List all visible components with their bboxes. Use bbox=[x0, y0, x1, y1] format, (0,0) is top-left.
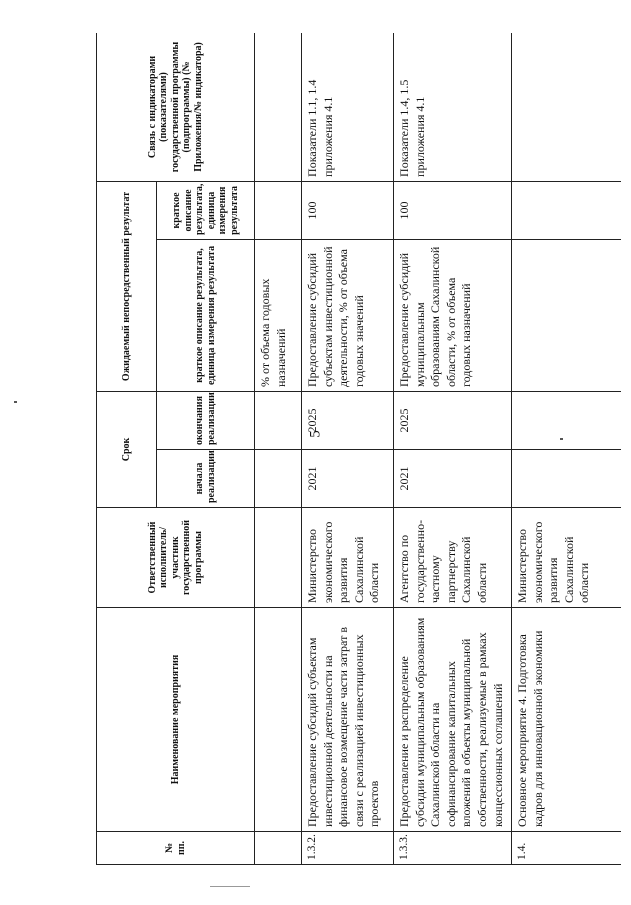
header-expected-desc: краткое описание результата, единица измерения результата bbox=[157, 239, 255, 391]
header-link: Связь с индикаторами (показателями) государственной программы (подпрограммы) (№ Приложения/№ индикатора) bbox=[97, 33, 255, 181]
cell-expected-value: 100 bbox=[302, 181, 394, 239]
cell-expected-desc: Предоставление субсидий субъектам инвестиционной деятельности, % от объема годовых значений bbox=[302, 239, 394, 391]
header-term: Срок bbox=[97, 391, 157, 507]
page-number: 5 bbox=[307, 430, 324, 438]
scan-speck bbox=[14, 401, 17, 403]
cell-start bbox=[512, 450, 622, 508]
header-term-start: начала реализации bbox=[157, 450, 255, 508]
table-row-continuation bbox=[255, 33, 302, 865]
cell-expected-desc: Предоставление субсидий муниципальным образованиям Сахалинской области, % от объема годовых назначений bbox=[394, 239, 512, 391]
header-expected: Ожидаемый непосредственный результат bbox=[97, 181, 157, 391]
cell-end: 2025 bbox=[302, 391, 394, 449]
cell-empty bbox=[255, 181, 302, 239]
cell-link: Показатели 1.4, 1.5 приложения 4.1 bbox=[394, 33, 512, 181]
scan-speck bbox=[560, 438, 563, 440]
table-row bbox=[394, 33, 512, 865]
cell-name: Основное мероприятие 4. Подготовка кадров для инновационной экономики bbox=[512, 608, 622, 832]
header-term-end: окончания реализации bbox=[157, 391, 255, 449]
cell-start: 2021 bbox=[394, 450, 512, 508]
rotated-table-wrapper bbox=[96, 33, 621, 865]
cell-empty bbox=[255, 832, 302, 865]
cell-name: Предоставление субсидий субъектам инвестиционной деятельности на финансовое возмещение части затрат в связи с реализацией инвестиционных проектов bbox=[302, 608, 394, 832]
cell-empty bbox=[255, 450, 302, 508]
cell-end bbox=[512, 391, 622, 449]
cell-expected-desc: % от объема годовых назначений bbox=[255, 239, 302, 391]
cell-responsible: Министерство экономического развития Сахалинской области bbox=[512, 508, 622, 608]
cell-empty bbox=[255, 608, 302, 832]
cell-empty bbox=[255, 391, 302, 449]
table-row bbox=[512, 33, 622, 865]
cell-end: 2025 bbox=[394, 391, 512, 449]
cell-num: 1.4. bbox=[512, 832, 622, 865]
header-row-1 bbox=[97, 33, 157, 865]
header-name: Наименование мероприятия bbox=[97, 608, 255, 832]
table-row bbox=[302, 33, 394, 865]
cell-expected-desc bbox=[512, 239, 622, 391]
scan-artifact-line bbox=[210, 886, 250, 887]
cell-expected-value: 100 bbox=[394, 181, 512, 239]
cell-responsible: Министерство экономического развития Сахалинской области bbox=[302, 508, 394, 608]
cell-expected-value bbox=[512, 181, 622, 239]
cell-empty bbox=[255, 33, 302, 181]
cell-num: 1.3.2. bbox=[302, 832, 394, 865]
cell-empty bbox=[255, 508, 302, 608]
cell-link: Показатели 1.1, 1.4 приложения 4.1 bbox=[302, 33, 394, 181]
table-frame bbox=[96, 33, 621, 865]
header-num: № пп. bbox=[97, 832, 255, 865]
cell-start: 2021 bbox=[302, 450, 394, 508]
measures-table bbox=[96, 33, 621, 865]
cell-num: 1.3.3. bbox=[394, 832, 512, 865]
header-expected-value: краткое описание результата, единица измерения результата bbox=[157, 181, 255, 239]
cell-link bbox=[512, 33, 622, 181]
cell-name: Предоставление и распределение субсидии муниципальным образованиям Сахалинской области на софинансирование капитальных вложений в объекты муниципальной собственности, реализуемые в рамках концессионных соглашений bbox=[394, 608, 512, 832]
cell-responsible: Агентство по государственно-частному партнерству Сахалинской области bbox=[394, 508, 512, 608]
header-responsible: Ответственный исполнитель/участник государственной программы bbox=[97, 508, 255, 608]
